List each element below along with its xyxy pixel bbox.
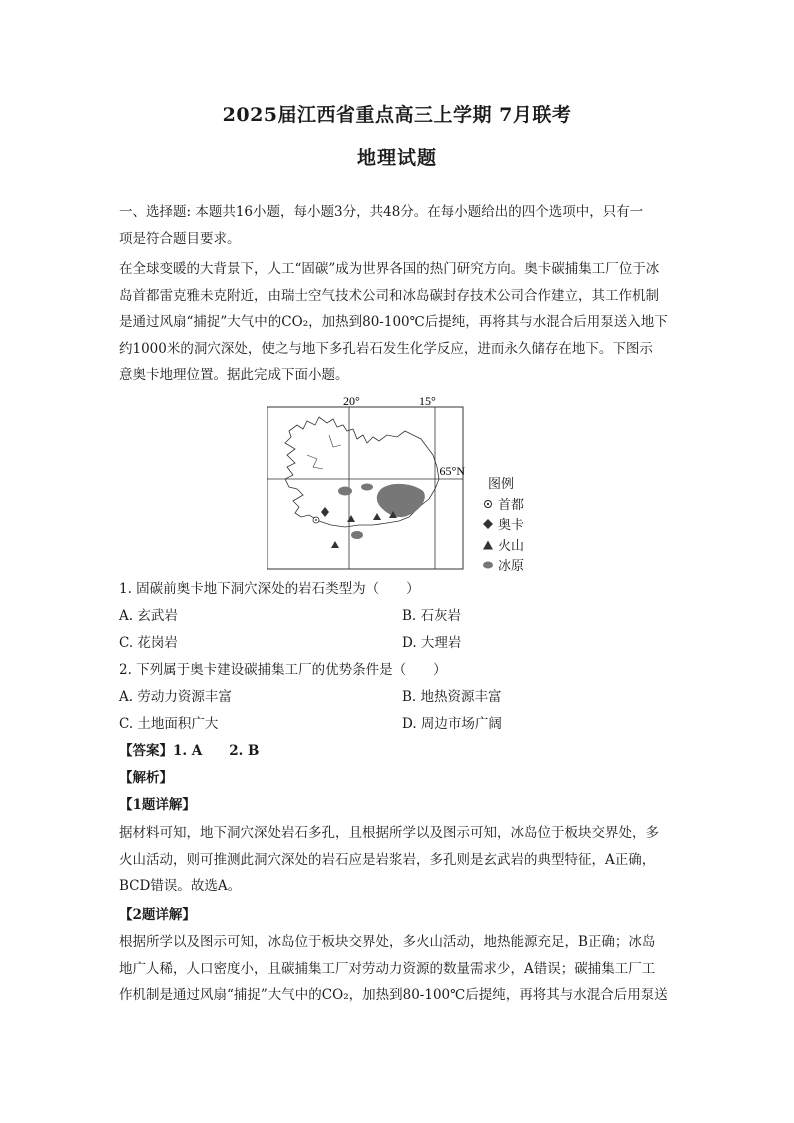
material-line: 在全球变暖的大背景下，人工“固碳”成为世界各国的热门研究方向。奥卡碳捕集工厂位于冰 bbox=[119, 261, 660, 277]
lon-label: 20° bbox=[343, 395, 360, 408]
iceland-location-map bbox=[267, 395, 477, 575]
lon-label: 15° bbox=[419, 395, 436, 408]
analysis-label: 【解析】 bbox=[119, 770, 173, 786]
answer-line: 【答案】1. A 2. B bbox=[119, 743, 260, 759]
question-2-option-c: C. 土地面积广大 bbox=[119, 716, 219, 732]
legend-item bbox=[482, 516, 524, 537]
question-1-stem: 1. 固碳前奥卡地下洞穴深处的岩石类型为（ ） bbox=[119, 581, 420, 597]
capital-icon-dot bbox=[315, 519, 317, 521]
question-2-option-d: D. 周边市场广阔 bbox=[402, 716, 502, 732]
legend-item bbox=[482, 557, 524, 578]
explanation-line: 火山活动，则可推测此洞穴深处的岩石应是岩浆岩，多孔则是玄武岩的典型特征，A正确， bbox=[119, 851, 656, 868]
question-1-option-c: C. 花岗岩 bbox=[119, 635, 178, 651]
legend-item bbox=[482, 496, 524, 517]
diamond-icon bbox=[482, 518, 494, 530]
ellipse-icon bbox=[482, 559, 494, 571]
glacier-langjokull bbox=[338, 487, 352, 496]
glacier-myrdalsjokull bbox=[351, 531, 363, 539]
q1-explanation bbox=[119, 820, 679, 900]
capital-icon bbox=[482, 498, 494, 510]
material-paragraph bbox=[119, 256, 679, 389]
q1-detail-label: 【1题详解】 bbox=[119, 797, 196, 813]
glacier-hofsjokull bbox=[361, 484, 373, 491]
explanation-line: BCD错误。故选A。 bbox=[119, 878, 242, 894]
intro-line: 一、选择题: 本题共16小题，每小题3分，共48分。在每小题给出的四个选项中，只有一 bbox=[119, 204, 644, 220]
material-line: 岛首都雷克雅未克附近，由瑞士空气技术公司和冰岛碳封存技术公司合作建立，其工作机制 bbox=[119, 287, 659, 304]
legend-label: 首都 bbox=[498, 497, 525, 513]
material-line: 意奥卡地理位置。据此完成下面小题。 bbox=[119, 367, 349, 383]
map-legend bbox=[482, 475, 524, 578]
legend-label: 冰原 bbox=[498, 559, 525, 574]
intro-line: 项是符合题目要求。 bbox=[119, 230, 241, 247]
lat-label: 65°N bbox=[439, 464, 465, 478]
explanation-line: 据材料可知，地下洞穴深处岩石多孔，且根据所学以及图示可知，冰岛位于板块交界处，多 bbox=[119, 825, 659, 841]
q2-detail-label: 【2题详解】 bbox=[119, 907, 196, 923]
legend-label: 奥卡 bbox=[498, 518, 525, 533]
material-line: 约1000米的洞穴深处，使之与地下多孔岩石发生化学反应，进而永久储存在地下。下图示 bbox=[119, 340, 653, 357]
legend-item bbox=[482, 537, 524, 558]
material-line: 是通过风扇“捕捉”大气中的CO₂，加热到80-100℃后提纯，再将其与水混合后用泵送入地下 bbox=[119, 314, 668, 330]
legend-title: 图例 bbox=[488, 477, 515, 492]
page-subtitle: 地理试题 bbox=[356, 147, 437, 169]
question-2-stem: 2. 下列属于奥卡建设碳捕集工厂的优势条件是（ ） bbox=[119, 662, 447, 678]
question-1-option-b: B. 石灰岩 bbox=[402, 608, 462, 624]
question-1-option-a: A. 玄武岩 bbox=[119, 608, 178, 624]
explanation-line: 作机制是通过风扇“捕捉”大气中的CO₂，加热到80-100℃后提纯，再将其与水混合后用泵送 bbox=[119, 987, 668, 1003]
question-2-option-b: B. 地热资源丰富 bbox=[402, 689, 502, 705]
triangle-icon bbox=[482, 539, 494, 551]
question-1-option-d: D. 大理岩 bbox=[402, 635, 462, 651]
question-2-option-a: A. 劳动力资源丰富 bbox=[119, 689, 232, 705]
section-intro bbox=[119, 199, 679, 252]
explanation-line: 地广人稀，人口密度小，且碳捕集工厂对劳动力资源的数量需求少，A错误；碳捕集工厂工 bbox=[119, 960, 656, 977]
q2-explanation bbox=[119, 929, 679, 1009]
page-title: 2025届江西省重点高三上学期 7月联考 bbox=[222, 104, 572, 126]
explanation-line: 根据所学以及图示可知，冰岛位于板块交界处，多火山活动，地热能源充足，B正确；冰岛 bbox=[119, 934, 656, 950]
legend-label: 火山 bbox=[498, 538, 525, 554]
